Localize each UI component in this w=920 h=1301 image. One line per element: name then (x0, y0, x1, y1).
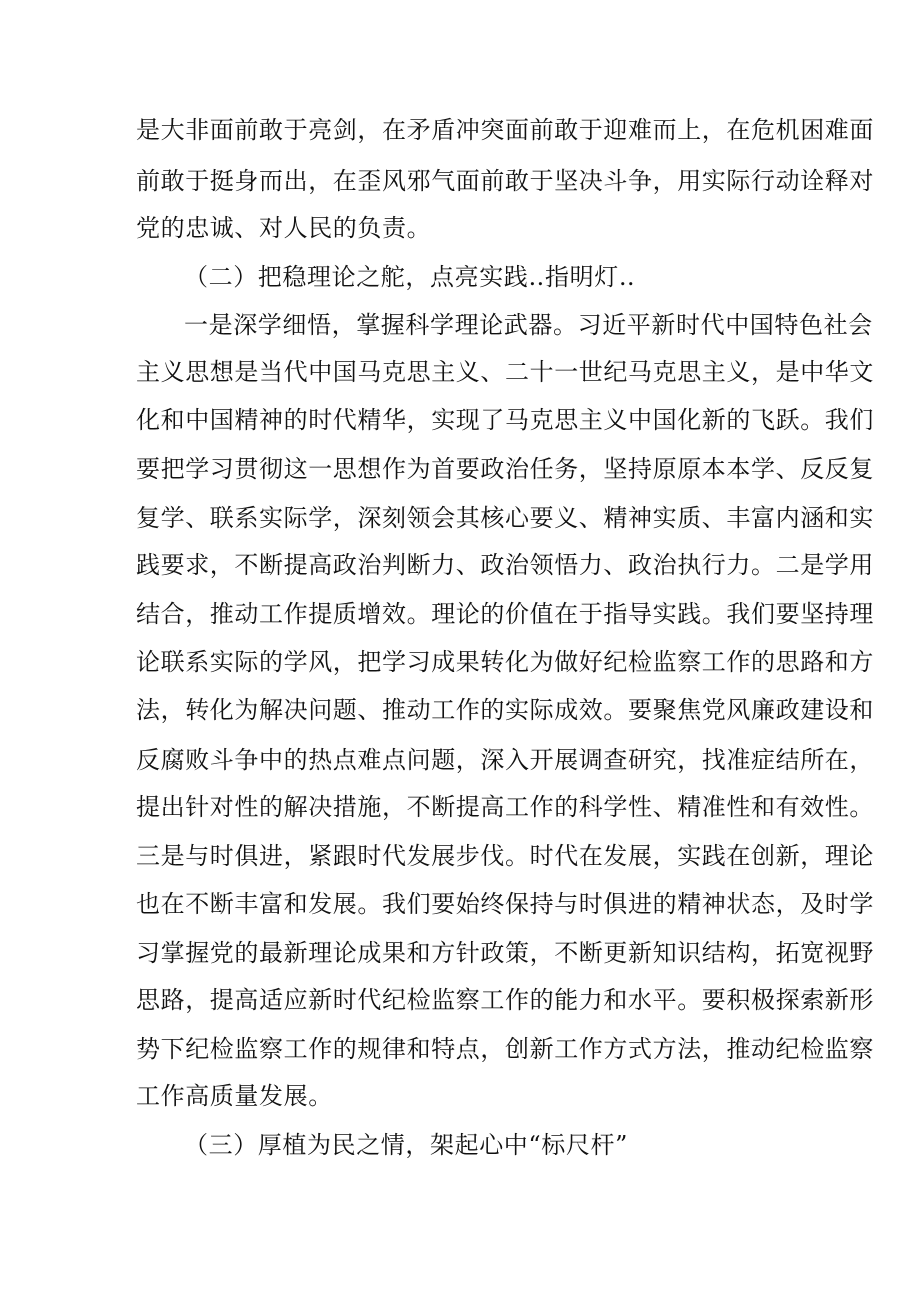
paragraph-line: 论联系实际的学风，把学习成果转化为做好纪检监察工作的思路和方 (136, 648, 874, 676)
paragraph-line: 化和中国精神的时代精华，实现了马克思主义中国化新的飞跃。我们 (136, 406, 874, 434)
paragraph-line: 工作高质量发展。 (136, 1082, 333, 1110)
paragraph-line: 复学、联系实际学，深刻领会其核心要义、精神实质、丰富内涵和实 (136, 504, 874, 532)
paragraph-line: 践要求，不断提高政治判断力、政治领悟力、政治执行力。二是学用 (136, 551, 874, 579)
paragraph-line: 要把学习贯彻这一思想作为首要政治任务，坚持原原本本学、反反复 (136, 455, 874, 483)
paragraph-line: 习掌握党的最新理论成果和方针政策，不断更新知识结构，拓宽视野 (136, 939, 874, 967)
section-heading: （二）把稳理论之舵，点亮实践‥指明灯‥ (184, 263, 636, 291)
paragraph-line: 主义思想是当代中国马克思主义、二十一世纪马克思主义，是中华文 (136, 358, 874, 386)
paragraph-line: 势下纪检监察工作的规律和特点，创新工作方式方法，推动纪检监察 (136, 1035, 874, 1063)
paragraph-line: 一是深学细悟，掌握科学理论武器。习近平新时代中国特色社会 (184, 311, 873, 339)
paragraph-line: 提出针对性的解决措施，不断提高工作的科学性、精准性和有效性。 (136, 793, 874, 821)
paragraph-line: 前敢于挺身而出，在歪风邪气面前敢于坚决斗争，用实际行动诠释对 (136, 167, 874, 195)
paragraph-line: 思路，提高适应新时代纪检监察工作的能力和水平。要积极探索新形 (136, 986, 874, 1014)
paragraph-line: 是大非面前敢于亮剑，在矛盾冲突面前敢于迎难而上，在危机困难面 (136, 116, 874, 144)
paragraph-line: 反腐败斗争中的热点难点问题，深入开展调查研究，找准症结所在， (136, 746, 874, 774)
paragraph-line: 法，转化为解决问题、推动工作的实际成效。要聚焦党风廉政建设和 (136, 696, 874, 724)
paragraph-line: 也在不断丰富和发展。我们要始终保持与时俱进的精神状态，及时学 (136, 890, 874, 918)
section-heading: （三）厚植为民之情，架起心中“标尺杆” (184, 1131, 628, 1159)
paragraph-line: 三是与时俱进，紧跟时代发展步伐。时代在发展，实践在创新，理论 (136, 842, 874, 870)
paragraph-line: 党的忠诚、对人民的负责。 (136, 214, 432, 242)
paragraph-line: 结合，推动工作提质增效。理论的价值在于指导实践。我们要坚持理 (136, 600, 874, 628)
